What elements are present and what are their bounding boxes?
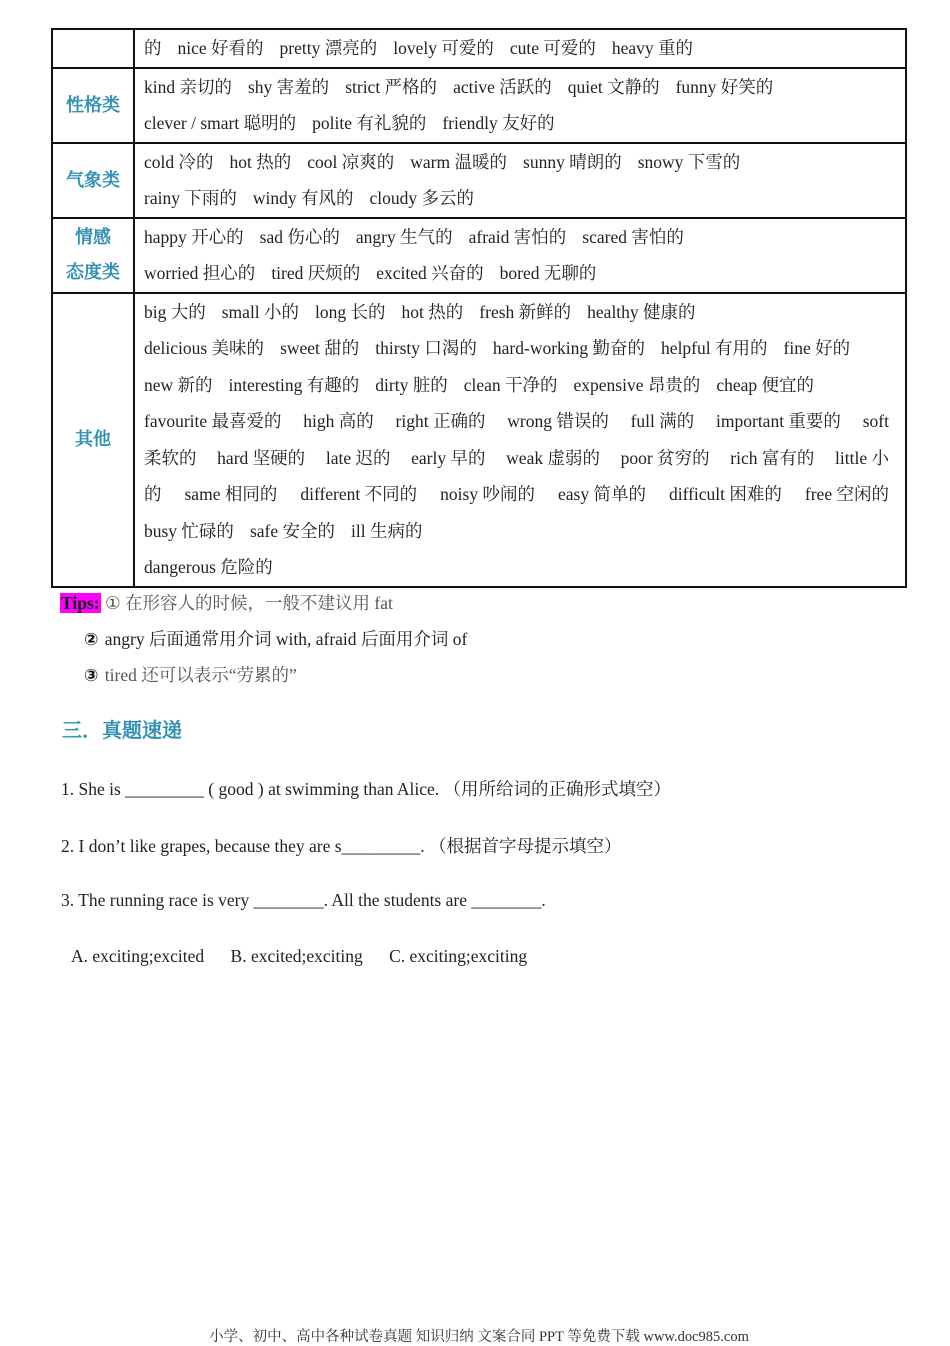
word-entry: snowy 下雪的 xyxy=(637,151,741,172)
word-line xyxy=(144,549,905,586)
category-label: 其他 xyxy=(75,429,111,450)
word-entry: sweet 甜的 xyxy=(280,338,360,358)
answer-options xyxy=(71,946,549,967)
word-entry: cloudy 多云的 xyxy=(369,188,474,208)
word-entry: lovely 可爱的 xyxy=(393,38,494,58)
table-row xyxy=(52,143,906,218)
word-entry: easy 简单的 xyxy=(557,484,646,504)
table-row xyxy=(52,29,906,68)
word-entry: noisy 吵闹的 xyxy=(440,484,535,504)
category-cell xyxy=(52,143,134,218)
word-entry: same 相同的 xyxy=(184,484,278,504)
category-label: 性格类 xyxy=(66,94,120,116)
word-entry: nice 好看的 xyxy=(177,38,264,58)
word-entry: difficult 困难的 xyxy=(668,484,782,504)
word-entry: hard-working 勤奋的 xyxy=(492,338,646,358)
word-entry: excited 兴奋的 xyxy=(376,263,484,283)
word-line xyxy=(144,255,905,292)
word-entry: safe 安全的 xyxy=(249,520,335,541)
category-label: 态度类 xyxy=(66,262,120,283)
word-entry: wrong 错误的 xyxy=(507,411,609,431)
category-cell xyxy=(52,218,134,293)
word-entry: active 活跃的 xyxy=(453,76,552,97)
word-entry: cute 可爱的 xyxy=(509,38,596,58)
word-entry: strict 严格的 xyxy=(345,76,438,97)
tips-label: Tips: xyxy=(61,593,100,613)
word-entry: cheap 便宜的 xyxy=(716,374,815,395)
category-cell xyxy=(52,29,134,68)
tip-text: tired 还可以表示“劳累的” xyxy=(104,665,297,685)
word-entry: clean 干净的 xyxy=(463,374,558,395)
option-b: B. excited;exciting xyxy=(230,946,363,966)
words-cell xyxy=(134,68,906,143)
word-entry: delicious 美味的 xyxy=(144,338,265,358)
question-2: 2. I don’t like grapes, because they are s_________. （根据首字母提示填空） xyxy=(61,836,622,856)
word-entry: weak 虚弱的 xyxy=(506,447,600,468)
word-entry: polite 有礼貌的 xyxy=(312,113,427,133)
tip-3 xyxy=(60,658,467,695)
word-entry: heavy 重的 xyxy=(611,38,694,58)
word-entry: busy 忙碌的 xyxy=(144,520,234,541)
category-label: 情感 xyxy=(75,227,111,248)
word-entry: new 新的 xyxy=(144,374,213,395)
word-entry: hot 热的 xyxy=(401,301,464,322)
tip-marker: ② xyxy=(84,629,99,650)
word-line xyxy=(144,403,905,440)
category-cell xyxy=(52,68,134,143)
words-cell xyxy=(134,293,906,587)
word-line xyxy=(144,180,905,217)
word-entry: poor 贫穷的 xyxy=(620,447,710,468)
word-entry: fine 好的 xyxy=(783,338,851,358)
tip-marker: ③ xyxy=(84,666,99,686)
word-entry: important 重要的 xyxy=(716,411,841,431)
word-entry: cool 凉爽的 xyxy=(307,151,395,172)
word-entry: funny 好笑的 xyxy=(675,76,774,97)
word-entry: 的 xyxy=(144,38,162,58)
table-row xyxy=(52,218,906,293)
word-entry: dangerous 危险的 xyxy=(144,557,273,577)
word-entry: rich 富有的 xyxy=(730,447,815,468)
word-entry: warm 温暖的 xyxy=(410,151,508,172)
word-entry: right 正确的 xyxy=(395,411,486,431)
word-entry: soft xyxy=(862,411,889,431)
tip-1 xyxy=(60,586,467,622)
word-entry: afraid 害怕的 xyxy=(468,226,567,247)
word-entry: small 小的 xyxy=(221,301,300,322)
word-entry: friendly 友好的 xyxy=(442,113,555,133)
word-entry: happy 开心的 xyxy=(144,226,244,247)
word-entry: thirsty 口渴的 xyxy=(375,338,477,358)
tip-text: angry 后面通常用介词 with, afraid 后面用介词 of xyxy=(104,628,468,649)
question-3: 3. The running race is very ________. All the students are ________. xyxy=(61,890,546,910)
word-line xyxy=(144,105,905,142)
word-entry: late 迟的 xyxy=(325,447,391,468)
word-entry: angry 生气的 xyxy=(355,226,453,247)
word-entry: quiet 文静的 xyxy=(567,76,660,97)
word-line xyxy=(144,367,905,404)
section-title: 三．真题速递 xyxy=(62,718,182,742)
category-label: 气象类 xyxy=(66,169,120,191)
word-entry: ill 生病的 xyxy=(351,520,423,541)
word-entry: hot 热的 xyxy=(229,151,292,172)
question-1: 1. She is _________ ( good ) at swimming than Alice. （用所给词的正确形式填空） xyxy=(61,779,672,799)
word-entry: shy 害羞的 xyxy=(248,76,330,97)
word-entry: kind 亲切的 xyxy=(144,76,232,97)
word-entry: different 不同的 xyxy=(300,484,418,504)
word-line xyxy=(144,144,905,181)
word-entry: full 满的 xyxy=(630,411,695,431)
word-line xyxy=(144,476,905,513)
word-entry: worried 担心的 xyxy=(144,263,256,283)
word-entry: bored 无聊的 xyxy=(499,263,597,283)
tips-block xyxy=(60,586,467,695)
word-entry: fresh 新鲜的 xyxy=(479,301,572,322)
word-entry: pretty 漂亮的 xyxy=(279,38,378,58)
word-entry: free 空闲的 xyxy=(804,484,889,504)
word-entry: helpful 有用的 xyxy=(661,338,768,358)
word-entry: healthy 健康的 xyxy=(587,301,696,322)
word-entry: expensive 昂贵的 xyxy=(573,374,701,395)
word-entry: little 小 xyxy=(835,447,889,468)
word-entry: tired 厌烦的 xyxy=(271,263,361,283)
word-entry: dirty 脏的 xyxy=(375,374,448,395)
word-entry: 的 xyxy=(144,484,162,504)
word-line xyxy=(144,513,905,550)
word-entry: cold 冷的 xyxy=(144,151,214,172)
word-entry: rainy 下雨的 xyxy=(144,188,237,208)
word-entry: favourite 最喜爱的 xyxy=(144,411,282,431)
word-entry: scared 害怕的 xyxy=(582,226,684,247)
table-row xyxy=(52,293,906,587)
word-entry: high 高的 xyxy=(303,411,374,431)
word-line xyxy=(144,69,905,106)
word-entry: sunny 晴朗的 xyxy=(523,151,622,172)
word-entry: hard 坚硬的 xyxy=(217,447,306,468)
words-cell xyxy=(134,29,906,68)
word-line xyxy=(144,440,905,477)
tip-2 xyxy=(60,622,467,659)
word-entry: long 长的 xyxy=(315,301,386,322)
word-line xyxy=(144,219,905,256)
word-line xyxy=(144,330,905,367)
option-a: A. exciting;excited xyxy=(71,946,205,966)
word-entry: interesting 有趣的 xyxy=(228,374,360,395)
word-entry: big 大的 xyxy=(144,301,206,322)
word-entry: clever / smart 聪明的 xyxy=(144,113,297,133)
word-entry: sad 伤心的 xyxy=(259,226,340,247)
page-footer: 小学、初中、高中各种试卷真题 知识归纳 文案合同 PPT 等免费下载 www.doc985.com xyxy=(209,1329,749,1345)
vocabulary-table xyxy=(51,28,907,588)
word-entry: 柔软的 xyxy=(144,447,197,468)
option-c: C. exciting;exciting xyxy=(389,946,528,966)
word-line xyxy=(144,30,905,67)
words-cell xyxy=(134,143,906,218)
word-entry: windy 有风的 xyxy=(252,188,354,208)
table-row xyxy=(52,68,906,143)
word-line xyxy=(144,294,905,331)
tip-text: 在形容人的时候，一般不建议用 fat xyxy=(125,593,393,613)
words-cell xyxy=(134,218,906,293)
word-entry: early 早的 xyxy=(411,447,486,468)
category-cell xyxy=(52,293,134,587)
tip-marker: ① xyxy=(104,593,121,613)
